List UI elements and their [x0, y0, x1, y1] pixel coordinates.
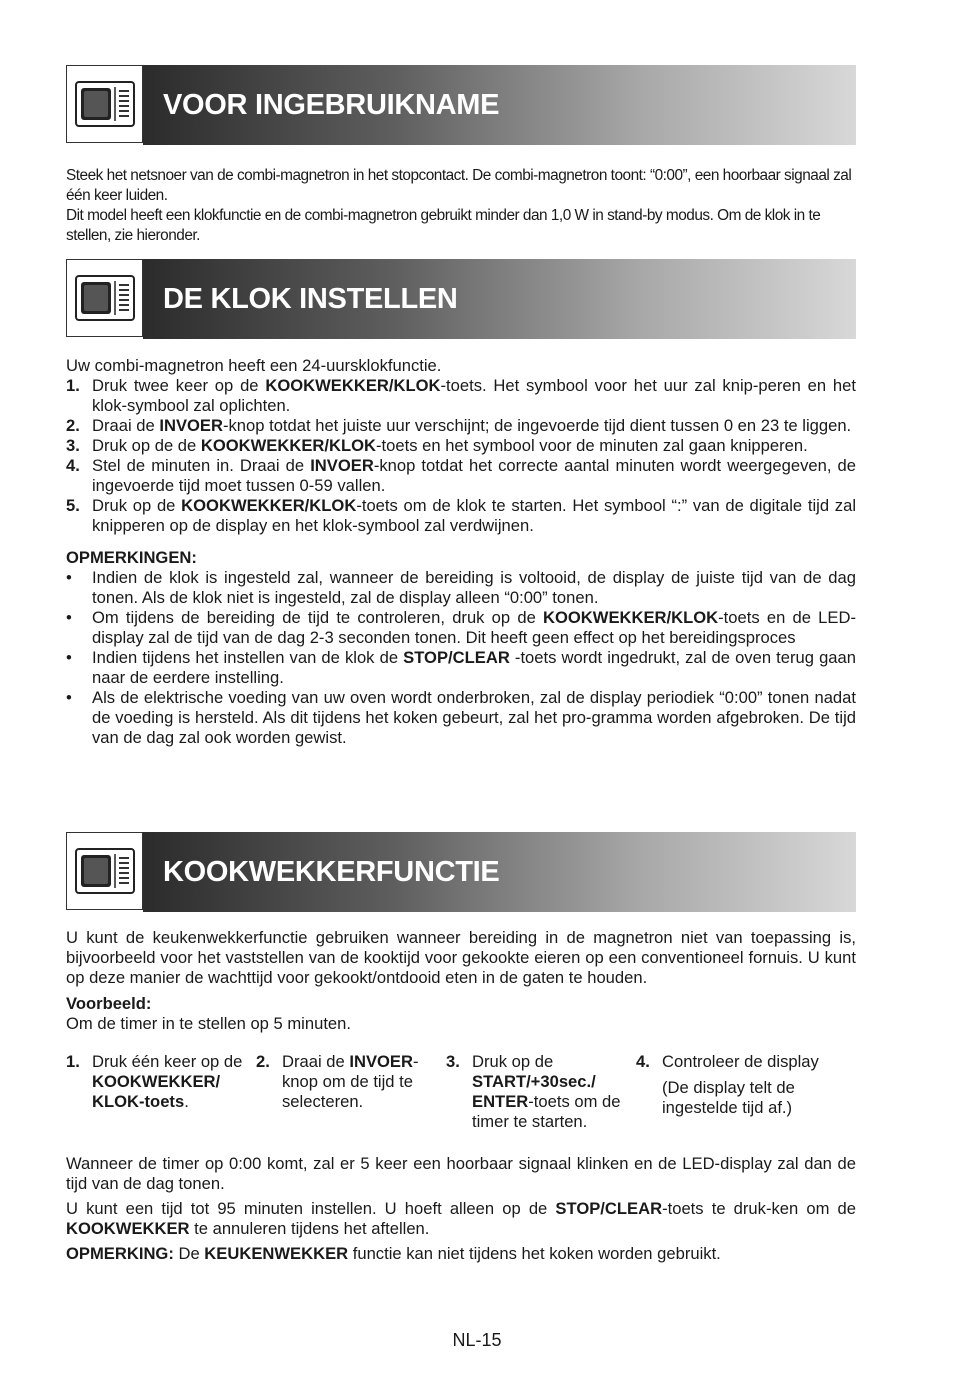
- clock-step: 5. Druk op de KOOKWEKKER/KLOK-toets om de klok te starten. Het symbool “:” van de digitale tijd zal knipperen op de display en het klok-symbool zal verdwijnen.: [66, 496, 857, 535]
- clock-step: 3. Druk op de de KOOKWEKKER/KLOK-toets en het symbool voor de minuten zal gaan knipperen.: [66, 436, 808, 455]
- timer-lead: U kunt de keukenwekkerfunctie gebruiken wanneer bereiding in de magnetron niet van toepassing is, bijvoorbeeld voor het vaststellen van de kooktijd voor gekookte eieren op een conventioneel fornuis. U kunt op deze manier de wachttijd voor gekookt/ontdooid eten in de gaten te houden.: [66, 928, 856, 987]
- clock-lead: Uw combi-magnetron heeft een 24-uursklokfunctie.: [66, 356, 442, 375]
- clock-section-body: [66, 356, 856, 748]
- timer-after-2: U kunt een tijd tot 95 minuten instellen. U hoeft alleen op de STOP/CLEAR-toets te druk-ken om de KOOKWEKKER te annuleren tijdens het aftellen.: [66, 1199, 856, 1238]
- section-title: VOOR INGEBRUIKNAME: [163, 88, 500, 121]
- note-item: • Als de elektrische voeding van uw oven wordt onderbroken, zal de display periodiek “0:00” tonen nadat de voeding is hersteld. Als dit tijdens het koken gebeurt, zal het pro-gramma worden afgebroken. De tijd van de dag zal ook worden gewist.: [66, 688, 856, 747]
- clock-step: 4. Stel de minuten in. Draai de INVOER-knop totdat het correcte aantal minuten wordt weergegeven, de ingevoerde tijd moet tussen 0-59 vallen.: [66, 456, 856, 495]
- timer-step: 1. Druk één keer op de KOOKWEKKER/ KLOK-toets.: [66, 1052, 243, 1111]
- section-title: KOOKWEKKERFUNCTIE: [163, 855, 500, 888]
- clock-steps: [66, 376, 856, 536]
- section-header-de-klok-instellen: [66, 259, 856, 339]
- section-title: DE KLOK INSTELLEN: [163, 282, 458, 315]
- intro-paragraph-2: Dit model heeft een klokfunctie en de combi-magnetron gebruikt minder dan 1,0 W in stand-by modus. Om de klok in te stellen, zie hieronder.: [66, 207, 821, 244]
- timer-after-1: Wanneer de timer op 0:00 komt, zal er 5 keer een hoorbaar signaal klinken en de LED-display zal dan de tijd van de dag tonen.: [66, 1154, 856, 1193]
- timer-section-body: [66, 928, 856, 1264]
- intro-text: [66, 166, 856, 246]
- note-item: • Indien de klok is ingesteld zal, wanneer de bereiding is voltooid, de display de juiste tijd van de dag tonen. Als de klok niet is ingesteld, zal de display alleen “0:00” tonen.: [66, 568, 856, 607]
- notes-list: [66, 568, 856, 748]
- microwave-icon: [66, 259, 143, 337]
- intro-paragraph-1: Steek het netsnoer van de combi-magnetron in het stopcontact. De combi-magnetron toont: “0:00”, een hoorbaar signaal zal één keer luiden.: [66, 167, 852, 204]
- timer-note: OPMERKING: De KEUKENWEKKER functie kan niet tijdens het koken worden gebruikt.: [66, 1244, 721, 1263]
- section-header-voor-ingebruikname: [66, 65, 856, 145]
- microwave-icon: [66, 832, 143, 910]
- example-title: Voorbeeld:: [66, 994, 152, 1013]
- microwave-icon: [66, 65, 143, 143]
- clock-step: 2. Draai de INVOER-knop totdat het juiste uur verschijnt; de ingevoerde tijd dient tussen 0 en 23 te liggen.: [66, 416, 852, 435]
- timer-step: 3. Druk op de START/+30sec./ ENTER-toets om de timer te starten.: [446, 1052, 621, 1131]
- timer-steps: [66, 1052, 856, 1138]
- timer-step: 4. Controleer de display (De display telt de ingestelde tijd af.): [636, 1052, 819, 1117]
- clock-step: 1. Druk twee keer op de KOOKWEKKER/KLOK-toets. Het symbool voor het uur zal knip-peren en het klok-symbool zal oplichten.: [66, 376, 856, 415]
- note-item: • Indien tijdens het instellen van de klok de STOP/CLEAR -toets wordt ingedrukt, zal de oven terug gaan naar de eerdere instelling.: [66, 648, 856, 687]
- page-number: NL-15: [452, 1330, 502, 1350]
- timer-step: 2. Draai de INVOER-knop om de tijd te selecteren.: [256, 1052, 419, 1111]
- example-text: Om de timer in te stellen op 5 minuten.: [66, 1014, 351, 1033]
- note-item: • Om tijdens de bereiding de tijd te controleren, druk op de KOOKWEKKER/KLOK-toets en de LED-display zal de tijd van de dag 2-3 seconden tonen. Dit heeft geen effect op het bereidingsproces: [66, 608, 856, 647]
- notes-title: OPMERKINGEN:: [66, 548, 197, 567]
- section-header-kookwekkerfunctie: [66, 832, 856, 912]
